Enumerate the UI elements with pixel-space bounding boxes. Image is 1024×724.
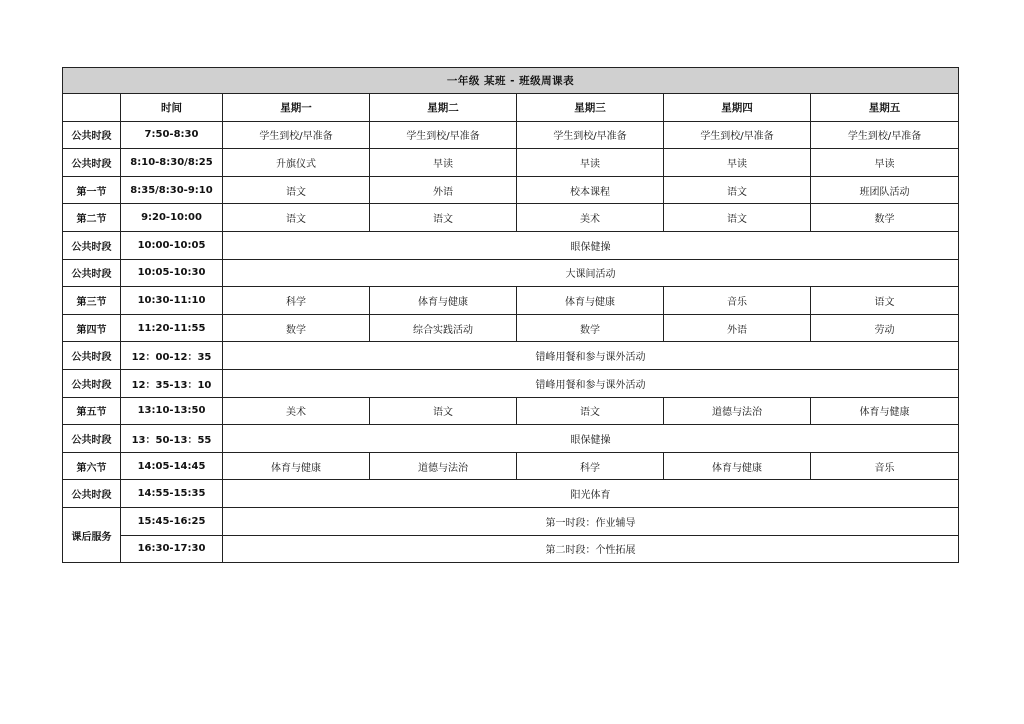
class-cell: 语文 [664,204,811,232]
class-cell: 校本课程 [517,176,664,204]
class-cell: 早读 [370,149,517,177]
period-cell: 公共时段 [63,480,121,508]
table-row [63,259,959,287]
class-cell: 数学 [223,314,370,342]
title-row [63,68,959,94]
period-cell: 第三节 [63,287,121,315]
table-row [63,535,959,563]
table-row [63,397,959,425]
header-cell-wednesday: 星期三 [517,94,664,122]
schedule-body [63,121,959,563]
period-cell: 公共时段 [63,149,121,177]
period-cell: 第二节 [63,204,121,232]
class-cell: 道德与法治 [664,397,811,425]
class-cell: 学生到校/早准备 [811,121,959,149]
activity-span-cell: 第一时段：作业辅导 [223,507,959,535]
class-cell: 体育与健康 [370,287,517,315]
class-cell: 体育与健康 [664,452,811,480]
class-cell: 体育与健康 [517,287,664,315]
activity-span-cell: 错峰用餐和参与课外活动 [223,342,959,370]
header-cell-thursday: 星期四 [664,94,811,122]
class-cell: 综合实践活动 [370,314,517,342]
time-cell: 8:10-8:30/8:25 [121,149,223,177]
table-row [63,507,959,535]
activity-span-cell: 眼保健操 [223,231,959,259]
period-cell: 公共时段 [63,425,121,453]
table-row [63,369,959,397]
class-cell: 音乐 [664,287,811,315]
time-cell: 11:20-11:55 [121,314,223,342]
class-cell: 语文 [517,397,664,425]
class-cell: 道德与法治 [370,452,517,480]
time-cell: 12：35-13：10 [121,369,223,397]
class-cell: 数学 [811,204,959,232]
schedule-title: 一年级 某班 - 班级周课表 [63,68,959,94]
table-row [63,314,959,342]
time-cell: 13:10-13:50 [121,397,223,425]
period-cell: 第一节 [63,176,121,204]
time-cell: 10:30-11:10 [121,287,223,315]
class-cell: 语文 [370,204,517,232]
header-cell-time: 时间 [121,94,223,122]
time-cell: 16:30-17:30 [121,535,223,563]
table-row [63,342,959,370]
header-row [63,94,959,122]
class-cell: 语文 [223,204,370,232]
period-cell: 第五节 [63,397,121,425]
time-cell: 12：00-12：35 [121,342,223,370]
activity-span-cell: 错峰用餐和参与课外活动 [223,369,959,397]
after-school-label-cell: 课后服务 [63,507,121,562]
class-cell: 语文 [664,176,811,204]
class-cell: 体育与健康 [811,397,959,425]
period-cell: 公共时段 [63,231,121,259]
time-cell: 10:00-10:05 [121,231,223,259]
activity-span-cell: 眼保健操 [223,425,959,453]
class-cell: 体育与健康 [223,452,370,480]
time-cell: 9:20-10:00 [121,204,223,232]
time-cell: 10:05-10:30 [121,259,223,287]
class-cell: 美术 [223,397,370,425]
weekly-schedule-table [62,67,959,563]
class-cell: 外语 [370,176,517,204]
class-cell: 语文 [223,176,370,204]
class-cell: 语文 [811,287,959,315]
period-cell: 公共时段 [63,259,121,287]
header-cell-blank [63,94,121,122]
time-cell: 13：50-13：55 [121,425,223,453]
table-row [63,452,959,480]
header-cell-tuesday: 星期二 [370,94,517,122]
period-cell: 公共时段 [63,121,121,149]
table-row [63,480,959,508]
table-row [63,425,959,453]
class-cell: 班团队活动 [811,176,959,204]
class-cell: 早读 [664,149,811,177]
table-row [63,121,959,149]
period-cell: 公共时段 [63,342,121,370]
time-cell: 8:35/8:30-9:10 [121,176,223,204]
period-cell: 公共时段 [63,369,121,397]
class-cell: 科学 [517,452,664,480]
class-cell: 学生到校/早准备 [223,121,370,149]
table-row [63,204,959,232]
activity-span-cell: 大课间活动 [223,259,959,287]
table-row [63,149,959,177]
time-cell: 14:05-14:45 [121,452,223,480]
time-cell: 7:50-8:30 [121,121,223,149]
header-cell-friday: 星期五 [811,94,959,122]
class-cell: 语文 [370,397,517,425]
time-cell: 15:45-16:25 [121,507,223,535]
class-cell: 升旗仪式 [223,149,370,177]
class-cell: 外语 [664,314,811,342]
class-cell: 美术 [517,204,664,232]
table-row [63,287,959,315]
header-cell-monday: 星期一 [223,94,370,122]
class-cell: 劳动 [811,314,959,342]
activity-span-cell: 第二时段：个性拓展 [223,535,959,563]
period-cell: 第四节 [63,314,121,342]
class-cell: 早读 [811,149,959,177]
table-row [63,176,959,204]
activity-span-cell: 阳光体育 [223,480,959,508]
time-cell: 14:55-15:35 [121,480,223,508]
class-cell: 科学 [223,287,370,315]
class-cell: 学生到校/早准备 [664,121,811,149]
class-cell: 数学 [517,314,664,342]
class-cell: 早读 [517,149,664,177]
class-cell: 音乐 [811,452,959,480]
table-row [63,231,959,259]
period-cell: 第六节 [63,452,121,480]
class-cell: 学生到校/早准备 [370,121,517,149]
class-cell: 学生到校/早准备 [517,121,664,149]
